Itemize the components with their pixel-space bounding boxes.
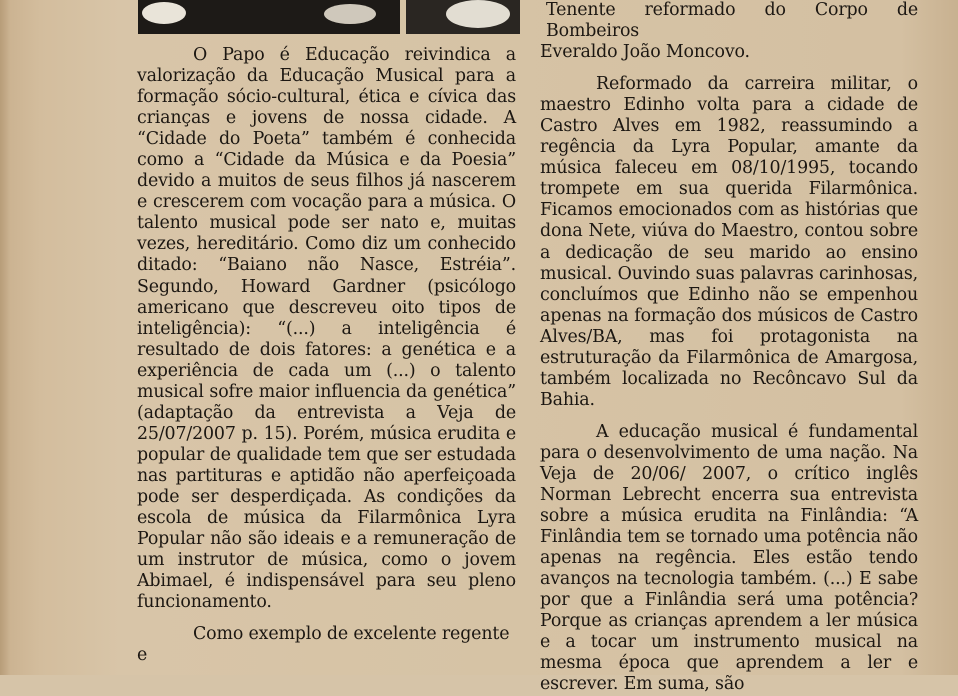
paragraph-regente-start: Como exemplo de excelente regente e — [137, 624, 510, 666]
article-column-right — [540, 0, 918, 696]
lead-in-line-1: Tenente reformado do Corpo de Bombeiros — [546, 0, 918, 42]
photo-left — [138, 0, 400, 34]
lead-in-line-2: Everaldo João Moncovo. — [540, 42, 750, 63]
photo-right — [406, 0, 520, 34]
paragraph-papo-educacao: O Papo é Educação reivindica a valorização da Educação Musical para a formação sócio-cultural, ética e cívica das crianças e jovens de nossa cidade. A “Cidade do Poeta” também é conhecida como a “Cidade da Música e da Poesia” devido a muitos de seus filhos já nascerem e crescerem com vocação para a música. O talento musical pode ser nato e, muitas vezes, hereditário. Como diz um conhecido ditado: “Baiano não Nasce, Estréia”. Segundo, Howard Gardner (psicólogo americano que descreveu oito tipos de inteligência): “(...) a inteligência é resultado de dois fatores: a genética e a experiência de cada um (...) o talento musical sofre maior influencia da genética” (adaptação da entrevista a Veja de 25/07/2007 p. 15). Porém, música erudita e popular de qualidade tem que ser estudada nas partituras e aptidão não aperfeiçoada pode ser desperdiçada. As condições da escola de música da Filarmônica Lyra Popular não são ideais e a remuneração de um instrutor de música, como o jovem Abimael, é indispensável para seu pleno funcionamento. — [137, 45, 516, 613]
paragraph-musical-education: A educação musical é fundamental para o desenvolvimento de uma nação. Na Veja de 20/06/ 2007, o crítico inglês Norman Lebrecht encerra sua entrevista sobre a música erudita na Finlândia: “A Finlândia tem se tornado uma potência não apenas na regência. Eles estão tendo avanços na tecnologia também. (...) E sabe por que a Finlândia será uma potência? Porque as crianças aprendem a ler música e a tocar um instrumento musical na mesma época que aprendem a ler e escrever. Em suma, são — [540, 421, 918, 695]
article-column-left — [137, 45, 516, 666]
page-edge-shadow — [0, 0, 10, 675]
paragraph-maestro-edinho: Reformado da carreira militar, o maestro Edinho volta para a cidade de Castro Alves em 1982, reassumindo a regência da Lyra Popular, amante da música faleceu em 08/10/1995, tocando trompete em sua querida Filarmônica. Ficamos emocionados com as histórias que dona Nete, viúva do Maestro, contou sobre a dedicação de seu marido ao ensino musical. Ouvindo suas palavras carinhosas, concluímos que Edinho não se empenhou apenas na formação dos músicos de Castro Alves/BA, mas foi protagonista na estruturação da Filarmônica de Amargosa, também localizada no Recôncavo Sul da Bahia. — [540, 74, 918, 410]
